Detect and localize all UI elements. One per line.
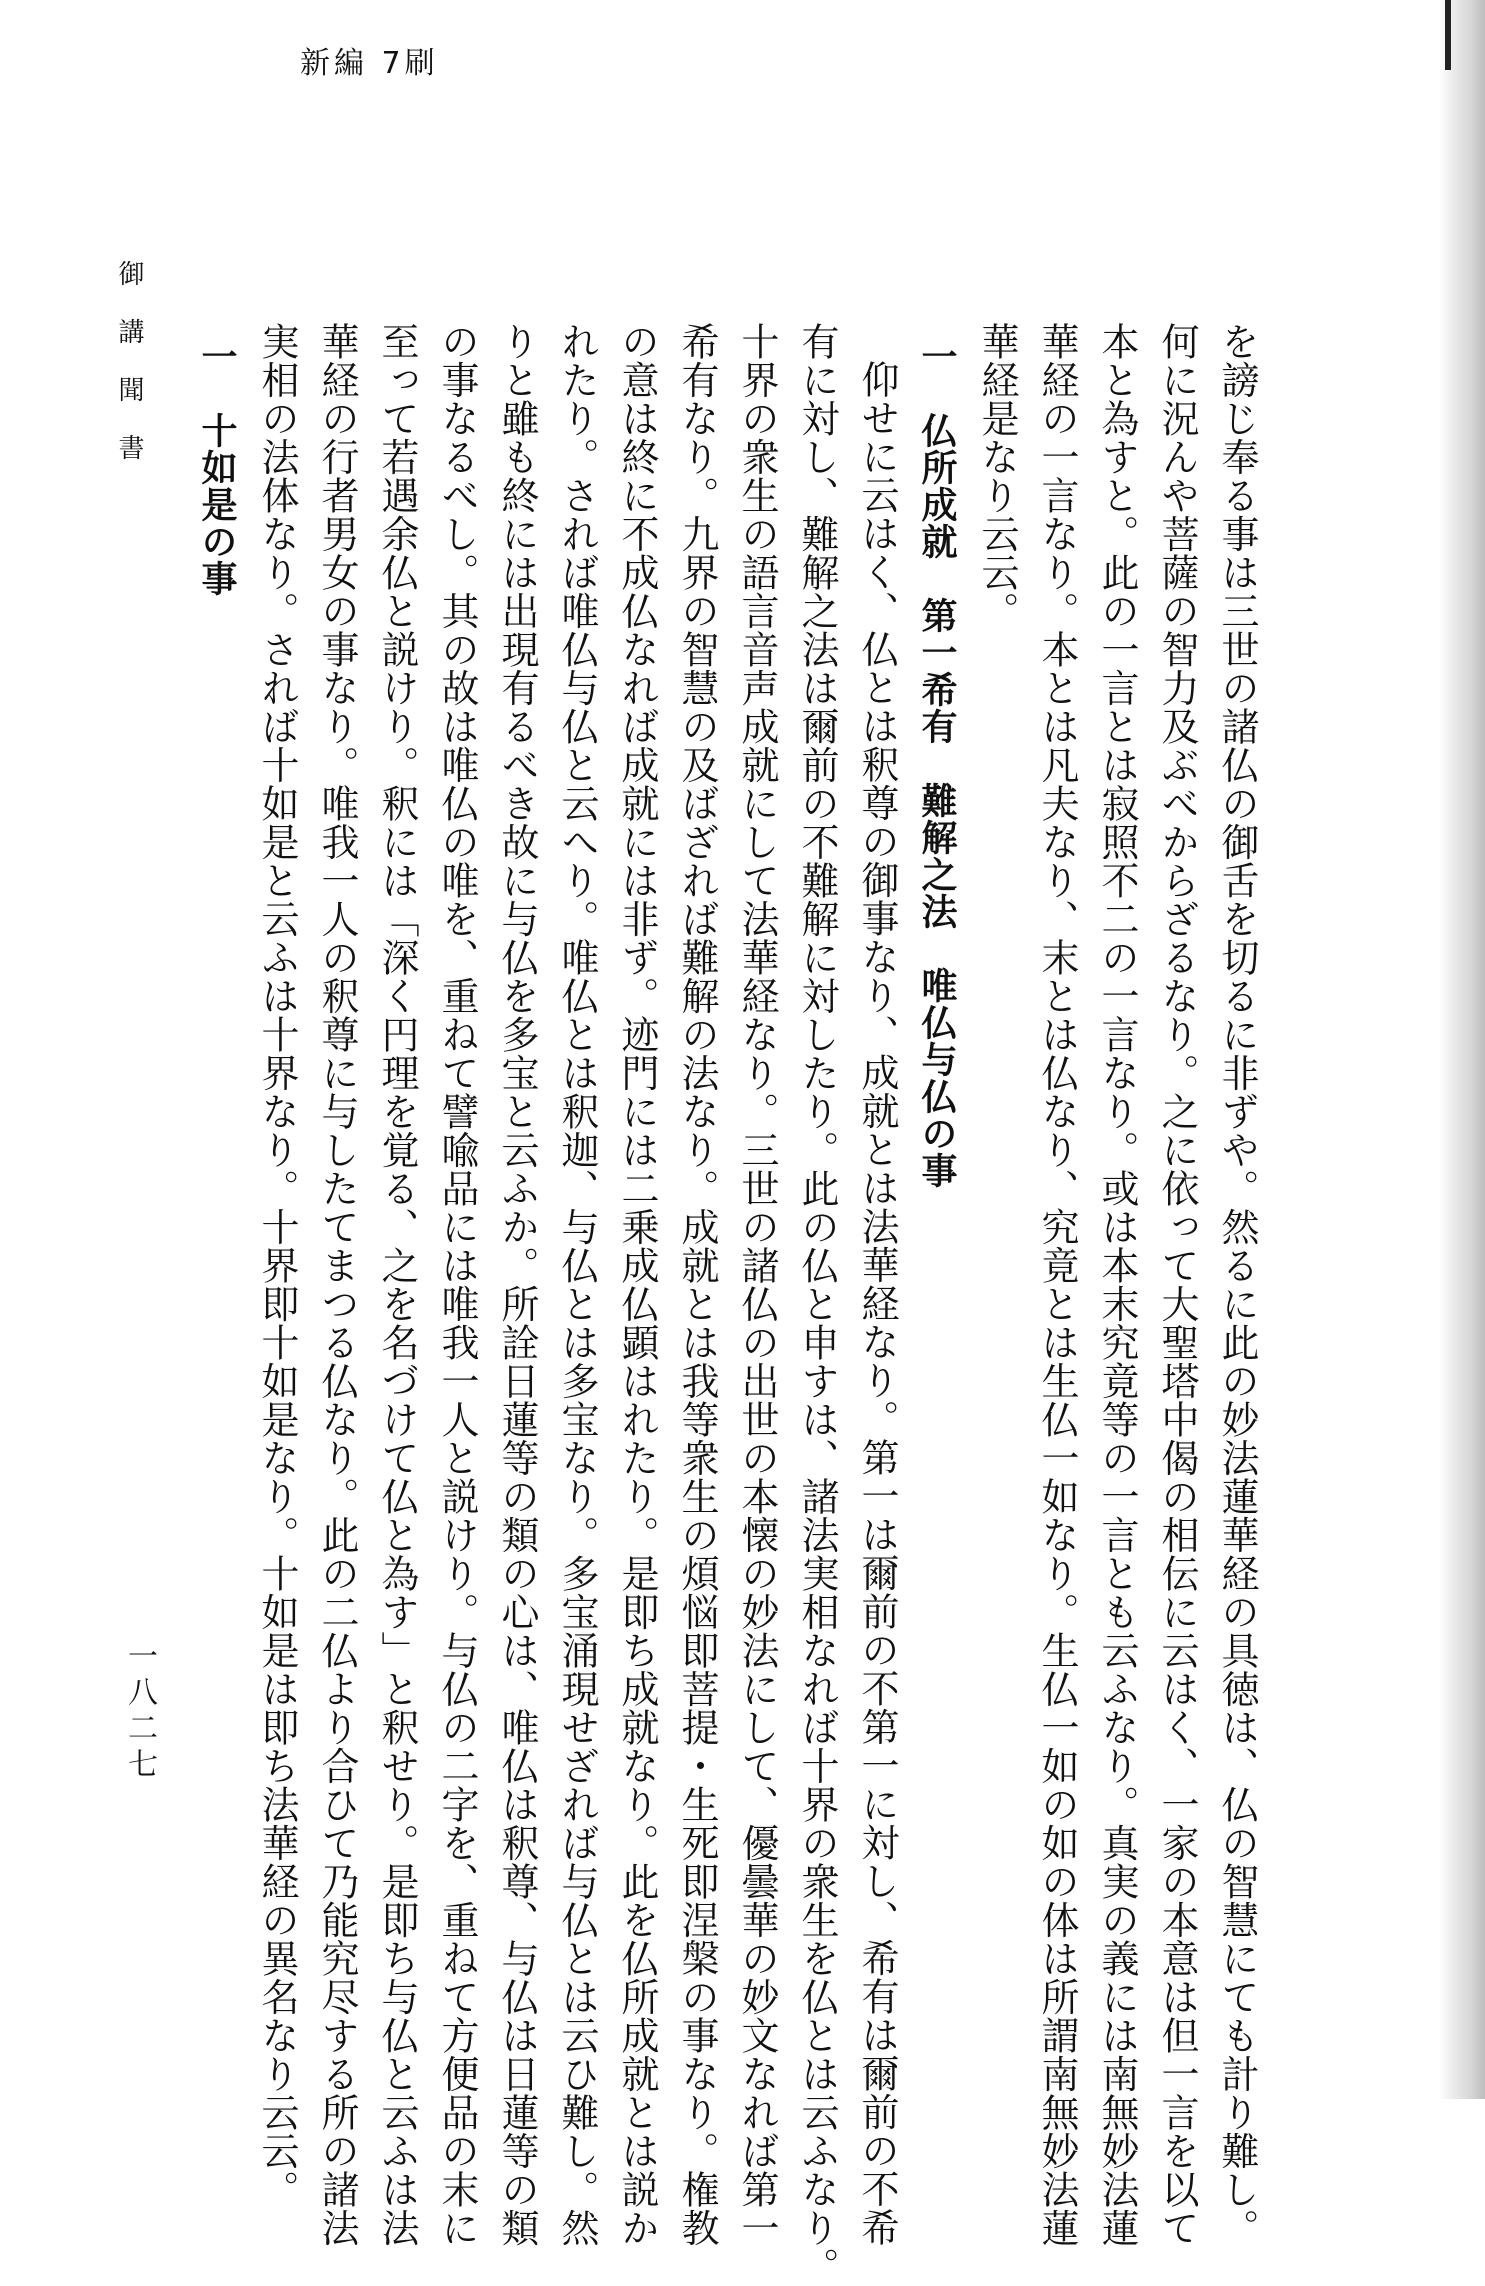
binding-edge-shadow — [1439, 0, 1485, 2099]
text-line: りと雖も終には出現有るべき故に与仏を多宝と云ふか。所詮日蓮等の類の心は、唯仏は釈尊、与仏は日蓮等の類 — [495, 322, 539, 2247]
text-line: 華経の一言なり。本とは凡夫なり、末とは仏なり、究竟とは生仏一如なり。生仏一如の如の体は所謂南無妙法蓮 — [1035, 322, 1079, 2247]
text-line: 華経の行者男女の事なり。唯我一人の釈尊に与したてまつる仏なり。此の二仏より合ひて乃能究尽する所の諸法 — [315, 322, 359, 2247]
text-line: の意は終に不成仏なれば成就には非ず。迹門には二乗成仏顕はれたり。是即ち成就なり。此を仏所成就とは説か — [615, 322, 659, 2247]
section-heading: 一 十如是の事 — [196, 338, 237, 597]
text-line: の事なるべし。其の故は唯仏の唯を、重ねて譬喩品には唯我一人と説けり。与仏の二字を、重ねて方便品の末に — [435, 322, 479, 2247]
text-line: れたり。されば唯仏与仏と云へり。唯仏とは釈迦、与仏とは多宝なり。多宝涌現せざれば与仏とは云ひ難し。然 — [555, 322, 599, 2247]
binding-edge-mark — [1445, 0, 1451, 70]
text-line: を謗じ奉る事は三世の諸仏の御舌を切るに非ずや。然るに此の妙法蓮華経の具徳は、仏の智慧にても計り難し。 — [1215, 322, 1259, 2247]
text-line: 本と為すと。此の一言とは寂照不二の一言なり。或は本末究竟等の一言とも云ふなり。真実の義には南無妙法蓮 — [1095, 322, 1139, 2247]
text-line: 何に況んや菩薩の智力及ぶべからざるなり。之に依って大聖塔中偈の相伝に云はく、一家の本意は但一言を以て — [1155, 322, 1199, 2247]
running-title: 御講聞書 — [114, 260, 144, 492]
section-heading: 一 仏所成就 第一希有 難解之法 唯仏与仏の事 — [916, 338, 957, 1189]
text-line: 希有なり。九界の智慧の及ばざれば難解の法なり。成就とは我等衆生の煩悩即菩提・生死即涅槃の事なり。権教 — [675, 322, 719, 2247]
text-line: 華経是なり云云。 — [975, 322, 1019, 630]
text-line: 有に対し、難解之法は爾前の不難解に対したり。此の仏と申すは、諸法実相なれば十界の衆生を仏とは云ふなり。 — [795, 322, 839, 2286]
text-line: 実相の法体なり。されば十如是と云ふは十界なり。十界即十如是なり。十如是は即ち法華経の異名なり云云。 — [255, 322, 299, 2209]
text-line: 至って若遇余仏と説けり。釈には「深く円理を覚る、之を名づけて仏と為す」と釈せり。是即ち与仏と云ふは法 — [375, 322, 419, 2247]
header-note: 新編 7刷 — [300, 46, 439, 81]
text-line: 十界の衆生の語言音声成就にして法華経なり。三世の諸仏の出世の本懐の妙法にして、優曇華の妙文なれば第一 — [735, 322, 779, 2247]
text-line: 仰せに云はく、仏とは釈尊の御事なり、成就とは法華経なり。第一は爾前の不第一に対し、希有は爾前の不希 — [855, 360, 899, 2247]
page-number: 一八二七 — [122, 1640, 157, 1784]
